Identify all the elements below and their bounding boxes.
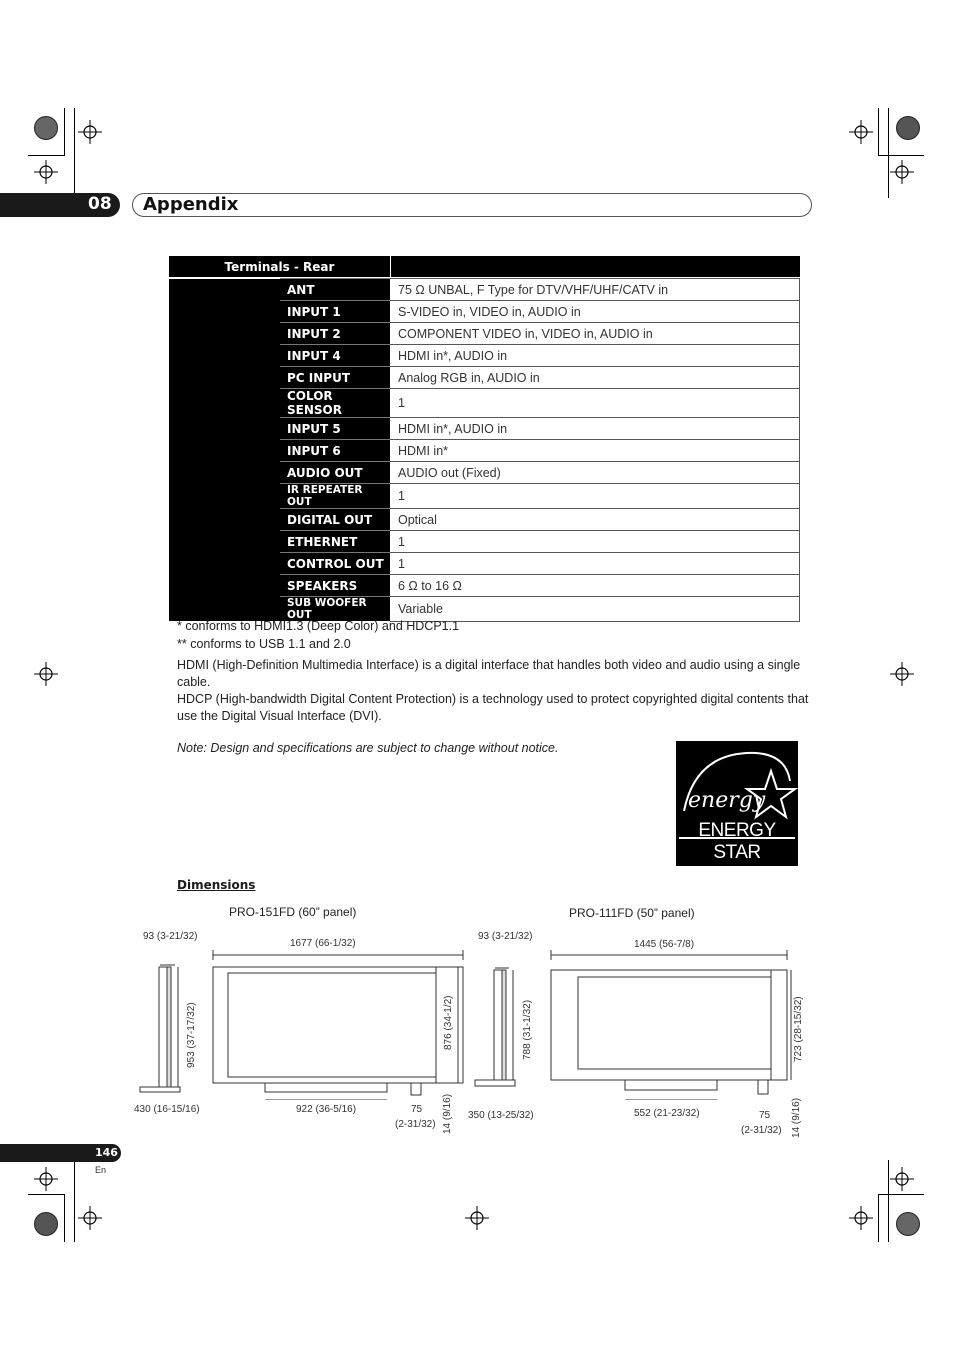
registration-mark bbox=[890, 160, 914, 184]
crop-line bbox=[878, 155, 924, 156]
right-stand-width: 552 (21-23/32) bbox=[634, 1108, 700, 1119]
color-target-mark bbox=[34, 116, 58, 140]
terminal-label: PC INPUT bbox=[280, 367, 390, 389]
crop-line bbox=[878, 1194, 924, 1195]
registration-mark bbox=[890, 662, 914, 686]
registration-mark bbox=[78, 1206, 102, 1230]
crop-line bbox=[878, 108, 879, 156]
crop-line bbox=[64, 1194, 65, 1242]
terminal-label: CONTROL OUT bbox=[280, 553, 390, 575]
terminal-value: HDMI in*, AUDIO in bbox=[390, 345, 800, 367]
terminal-value: S-VIDEO in, VIDEO in, AUDIO in bbox=[390, 301, 800, 323]
pro151-dimension-drawing bbox=[130, 940, 470, 1100]
terminals-rows bbox=[169, 278, 800, 622]
crop-line bbox=[888, 108, 889, 198]
footnote-hdmi: * conforms to HDMI1.3 (Deep Color) and HDCP1.1 bbox=[177, 619, 460, 633]
pro111-dimension-drawing bbox=[465, 940, 810, 1100]
terminal-value: COMPONENT VIDEO in, VIDEO in, AUDIO in bbox=[390, 323, 800, 345]
right-clearance: 14 (9/16) bbox=[791, 1097, 802, 1138]
color-target-mark bbox=[896, 1212, 920, 1236]
chapter-number: 08 bbox=[88, 194, 112, 214]
terminal-value: 1 bbox=[390, 531, 800, 553]
left-stand-height: 75 bbox=[411, 1104, 423, 1115]
terminal-value: 1 bbox=[390, 553, 800, 575]
crop-line bbox=[28, 155, 64, 156]
footnote-usb: ** conforms to USB 1.1 and 2.0 bbox=[177, 637, 351, 651]
terminal-value: Optical bbox=[390, 509, 800, 531]
terminal-label: INPUT 6 bbox=[280, 440, 390, 462]
right-base-depth: 350 (13-25/32) bbox=[468, 1110, 534, 1121]
dimensions-heading: Dimensions bbox=[177, 878, 256, 892]
left-side-height: 953 (37-17/32) bbox=[186, 1002, 197, 1068]
right-stand-height-inches: (2-31/32) bbox=[741, 1125, 782, 1136]
registration-mark bbox=[890, 1167, 914, 1191]
crop-line bbox=[64, 108, 65, 156]
left-stand-width: 922 (36-5/16) bbox=[296, 1104, 357, 1115]
crop-line bbox=[74, 108, 75, 198]
registration-mark bbox=[78, 120, 102, 144]
color-target-mark bbox=[34, 1212, 58, 1236]
terminal-label: INPUT 4 bbox=[280, 345, 390, 367]
table-side-column bbox=[169, 279, 280, 622]
terminal-label: INPUT 5 bbox=[280, 418, 390, 440]
energy-star-logo bbox=[676, 741, 798, 866]
terminal-label: COLOR SENSOR bbox=[280, 389, 390, 418]
right-stand-height: 75 bbox=[759, 1110, 771, 1121]
terminals-rear-table bbox=[169, 256, 800, 277]
terminal-value: 1 bbox=[390, 389, 800, 418]
registration-mark bbox=[849, 1206, 873, 1230]
crop-line bbox=[28, 1194, 64, 1195]
crop-line bbox=[888, 1160, 889, 1242]
left-height: 876 (34-1/2) bbox=[443, 995, 454, 1050]
terminal-label: DIGITAL OUT bbox=[280, 509, 390, 531]
terminal-label: SUB WOOFER OUT bbox=[280, 597, 390, 622]
registration-mark bbox=[34, 662, 58, 686]
registration-mark bbox=[465, 1206, 489, 1230]
left-stand-height-inches: (2-31/32) bbox=[395, 1119, 436, 1130]
page-language: En bbox=[95, 1165, 107, 1175]
left-clearance: 14 (9/16) bbox=[442, 1093, 453, 1134]
terminal-label: ETHERNET bbox=[280, 531, 390, 553]
model-label-right: PRO-111FD (50” panel) bbox=[569, 906, 695, 920]
right-side-height: 788 (31-1/32) bbox=[522, 999, 533, 1060]
terminal-value: 1 bbox=[390, 484, 800, 509]
terminal-value: Analog RGB in, AUDIO in bbox=[390, 367, 800, 389]
left-depth-top: 93 (3-21/32) bbox=[143, 931, 198, 942]
change-notice: Note: Design and specifications are subject to change without notice. bbox=[177, 741, 559, 755]
crop-line bbox=[74, 1160, 75, 1242]
terminal-label: ANT bbox=[280, 279, 390, 301]
terminal-value: 6 Ω to 16 Ω bbox=[390, 575, 800, 597]
left-base-depth: 430 (16-15/16) bbox=[134, 1104, 200, 1115]
registration-mark bbox=[34, 160, 58, 184]
terminal-value: Variable bbox=[390, 597, 800, 622]
energy-star-label: ENERGY STAR bbox=[698, 820, 776, 863]
right-depth-top: 93 (3-21/32) bbox=[478, 931, 533, 942]
table-header-row bbox=[169, 256, 800, 277]
hdcp-paragraph: HDCP (High-bandwidth Digital Content Protection) is a technology used to protect copyrighted digital contents that use the Digital Visual Interface (DVI). bbox=[177, 692, 809, 723]
terminal-label: IR REPEATER OUT bbox=[280, 484, 390, 509]
color-target-mark bbox=[896, 116, 920, 140]
svg-text:energy: energy bbox=[688, 788, 766, 813]
terminal-value: HDMI in* bbox=[390, 440, 800, 462]
table-header-blank bbox=[391, 256, 801, 277]
right-height: 723 (28-15/32) bbox=[793, 996, 804, 1062]
table-row bbox=[169, 279, 800, 301]
right-width: 1445 (56-7/8) bbox=[634, 939, 695, 950]
terminal-label: SPEAKERS bbox=[280, 575, 390, 597]
terminal-label: INPUT 1 bbox=[280, 301, 390, 323]
table-header: Terminals - Rear bbox=[169, 256, 391, 277]
crop-line bbox=[878, 1194, 879, 1242]
terminal-value: HDMI in*, AUDIO in bbox=[390, 418, 800, 440]
registration-mark bbox=[34, 1167, 58, 1191]
terminal-label: AUDIO OUT bbox=[280, 462, 390, 484]
terminal-value: AUDIO out (Fixed) bbox=[390, 462, 800, 484]
chapter-title: Appendix bbox=[143, 194, 239, 215]
hdmi-paragraph: HDMI (High-Definition Multimedia Interface) is a digital interface that handles both video and audio using a single cable. bbox=[177, 658, 801, 689]
left-width: 1677 (66-1/32) bbox=[290, 938, 356, 949]
registration-mark bbox=[849, 120, 873, 144]
terminal-value: 75 Ω UNBAL, F Type for DTV/VHF/UHF/CATV in bbox=[390, 279, 800, 301]
terminal-label: INPUT 2 bbox=[280, 323, 390, 345]
model-label-left: PRO-151FD (60” panel) bbox=[229, 905, 357, 919]
page-number: 146 bbox=[95, 1146, 118, 1159]
